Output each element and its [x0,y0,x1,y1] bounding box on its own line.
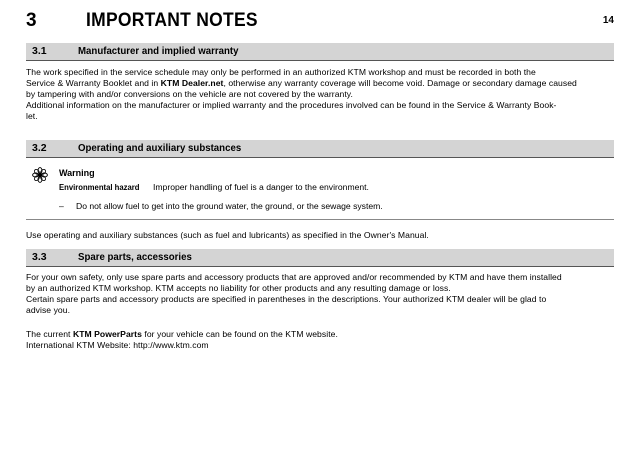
environment-flower-icon [32,167,48,183]
warranty-line [26,78,618,89]
website-line: International KTM Website: http://www.ktm.com [26,340,209,351]
warranty-line: The work specified in the service schedule may only be performed in an authorized KTM workshop and must be recorded in both the [26,67,536,77]
warranty-text: , otherwise any warranty coverage will become void. Damage or secondary damage caused [223,78,577,89]
hazard-label: Environmental hazard [59,182,140,192]
warranty-paragraph [26,67,618,122]
powerparts-text: The current [26,329,73,339]
hazard-text: Improper handling of fuel is a danger to the environment. [153,182,369,192]
section-title: Manufacturer and implied warranty [78,45,239,57]
warranty-line: let. [26,111,38,122]
bullet-text: Do not allow fuel to get into the ground water, the ground, or the sewage system. [76,201,383,211]
powerparts-paragraph [26,329,618,351]
substances-paragraph [26,230,618,241]
section-title: Spare parts, accessories [78,251,192,263]
powerparts-name: KTM PowerParts [72,329,142,339]
powerparts-line [26,329,618,340]
section-number: 3.3 [32,251,47,263]
chapter-header [26,10,614,34]
spare-parts-line: advise you. [26,305,71,316]
warranty-line: Additional information on the manufacturer or implied warranty and the procedures involved can be found in the Service & Warranty Book- [26,100,557,111]
chapter-title: IMPORTANT NOTES [86,10,258,31]
chapter-number: 3 [26,10,37,31]
spare-parts-line: For your own safety, only use spare parts and accessory products that are approved and/or recommended by KTM and have them installed [26,272,562,282]
spare-parts-paragraph [26,272,618,316]
warranty-text: Service & Warranty Booklet and in [26,78,161,89]
spare-parts-line: by an authorized KTM workshop. KTM accepts no liability for other products and any resulting damage or loss. [26,283,451,294]
section-header-warranty [26,43,614,61]
substances-line: Use operating and auxiliary substances (such as fuel and lubricants) as specified in the Owner's Manual. [26,230,429,240]
section-number: 3.1 [32,45,47,57]
section-number: 3.2 [32,142,47,154]
page-number: 14 [602,15,614,26]
powerparts-text: for your vehicle can be found on the KTM website. [141,329,338,339]
section-title: Operating and auxiliary substances [78,142,242,154]
section-header-substances [26,140,614,158]
spare-parts-line: Certain spare parts and accessory products are specified in parentheses in the descriptions. Your authorized KTM dealer will be glad to [26,294,547,305]
warning-box [26,163,614,220]
warning-heading: Warning [59,168,95,178]
section-header-spare-parts [26,249,614,267]
bullet-dash: – [59,201,64,211]
dealer-net-name: KTM Dealer.net [160,78,224,89]
warranty-line: by tampering with and/or conversions on the vehicle are not covered by the warranty. [26,89,353,100]
